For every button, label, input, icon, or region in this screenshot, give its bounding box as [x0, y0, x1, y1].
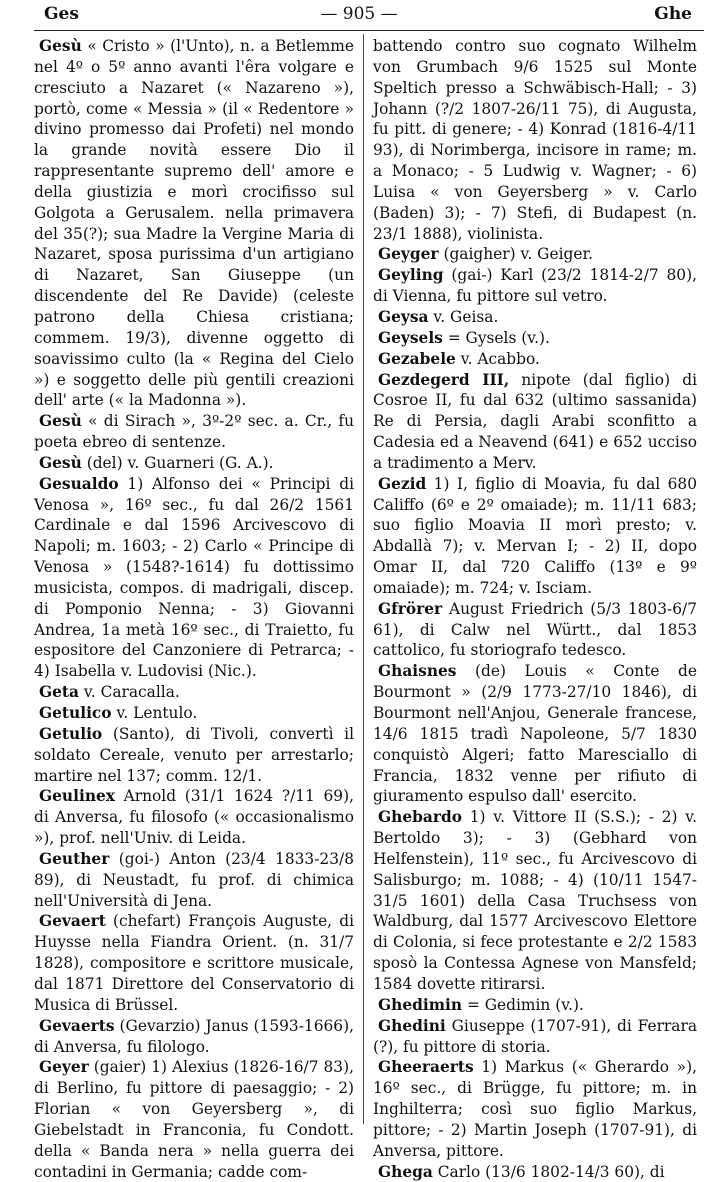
entry-text: v. Caracalla. — [79, 683, 180, 702]
entry-text: Carlo (13/6 1802-14/3 60), di — [432, 1162, 665, 1181]
dictionary-entry — [34, 703, 354, 724]
entry-headword: Ghaisnes — [378, 662, 457, 681]
entry-text: v. Acabbo. — [455, 349, 540, 368]
entry-headword: Geta — [39, 683, 80, 702]
dictionary-entry — [373, 1057, 697, 1161]
entry-headword: Ghedimin — [378, 995, 463, 1014]
dictionary-entry — [373, 307, 697, 328]
entry-text: (de) Louis « Conte de Bourmont » (2/9 1773-27/10 1846), di Bourmont nell'Anjou, Generale francese, 14/6 1815 tradì Napoleone, 5/7 1830 conquistò Algeri; fatto Maresciallo di Francia, 1832 venne per rifiuto di giuramento espulso dall' esercito. — [373, 662, 697, 806]
entry-text: (gaier) 1) Alexius (1826-16/7 83), di Berlino, fu pittore di paesaggio; - 2) Florian « von Geyersberg », di Giebelstadt in Franconia, fu Condott. della « Banda nera » nella guerra dei contadini in Germania; cadde com- — [34, 1058, 354, 1181]
page-number: — 905 — — [320, 4, 398, 24]
dictionary-entry — [34, 724, 354, 787]
entry-headword: Gesù — [39, 37, 82, 55]
entry-headword: Gevaerts — [39, 1016, 115, 1035]
dictionary-entry — [373, 995, 697, 1016]
left-column — [34, 36, 354, 1182]
dictionary-entry — [34, 36, 354, 411]
entry-text: (goi-) Anton (23/4 1833-23/8 89), di Neustadt, fu prof. di chimica nell'Università di Jena. — [34, 849, 354, 910]
entry-text: (gai-) Karl (23/2 1814-2/7 80), di Vienna, fu pittore sul vetro. — [373, 266, 697, 306]
entry-headword: Gheeraerts — [378, 1058, 474, 1077]
dictionary-entry — [373, 370, 697, 474]
entry-headword: Gezabele — [378, 349, 456, 368]
dictionary-entry — [34, 1057, 354, 1182]
entry-headword: Ghedini — [378, 1016, 446, 1035]
entry-headword: Geysa — [378, 307, 429, 326]
dictionary-entry — [373, 661, 697, 807]
entry-text: (chefart) François Auguste, di Huysse nella Fiandra Orient. (n. 31/7 1828), compositore e scrittore musicale, dal 1871 Direttore del Conservatorio di Musica di Brüssel. — [34, 912, 354, 1014]
entry-headword: Gezid — [378, 474, 427, 493]
entry-headword: Geyling — [378, 266, 444, 285]
entry-headword: Geulinex — [39, 787, 115, 806]
entry-text: 1) Alfonso dei « Principi di Venosa », 16º sec., fu dal 26/2 1561 Cardinale e dal 1596 Arcivescovo di Napoli; m. 1603; - 2) Carlo « Principe di Venosa » (1548?-1614) fu dottissimo musicista, compos. di madrigali, discep. di Pomponio Nenna; - 3) Giovanni Andrea, 1a metà 16º sec., di Traietto, fu espositore del Canzoniere di Petrarca; - 4) Isabella v. Ludovisi (Nic.). — [34, 474, 354, 681]
entry-text: August Friedrich (5/3 1803-6/7 61), di Calw nel Württ., dal 1853 cattolico, fu storiografo tedesco. — [373, 599, 697, 660]
entry-text: v. Geisa. — [428, 307, 499, 326]
entry-text: nipote (dal figlio) di Cosroe II, fu dal 632 (ultimo sassanida) Re di Persia, dagli Arabi sconfitto a Cadesia ed a Neavend (641) e 652 ucciso a tradimento a Merv. — [373, 370, 697, 472]
entry-text: (gaigher) v. Geiger. — [438, 245, 594, 264]
entry-headword: Gesualdo — [39, 474, 119, 493]
dictionary-entry — [373, 36, 697, 244]
dictionary-entry — [373, 328, 697, 349]
entry-headword: Geyger — [378, 245, 439, 264]
entry-text: 1) v. Vittore II (S.S.); - 2) v. Bertoldo 3); - 3) (Gebhard von Helfenstein), 11º sec., fu Arcivescovo di Salisburgo; m. 1088; - 4) (10/11 1547-31/5 1601) della Casa Truchsess von Waldburg, dal 1577 Arcivescovo Elettore di Colonia, si fece protestante e 2/2 1583 sposò la Contessa Agnese von Mansfeld; 1584 dovette ritirarsi. — [373, 808, 697, 993]
entry-headword: Ghebardo — [378, 808, 462, 827]
dictionary-entry — [34, 911, 354, 1015]
entry-text: v. Lentulo. — [111, 704, 198, 722]
dictionary-entry — [373, 349, 697, 370]
running-head-left: Ges — [44, 4, 79, 24]
dictionary-entry — [34, 1016, 354, 1058]
dictionary-entry — [373, 1016, 697, 1058]
dictionary-entry — [373, 599, 697, 662]
entry-text: 1) Markus (« Gherardo »), 16º sec., di Brügge, fu pittore; m. in Inghilterra; così suo figlio Markus, pittore; - 2) Martin Joseph (1707-91), di Anversa, pittore. — [373, 1058, 697, 1160]
dictionary-entry — [34, 411, 354, 453]
page-header — [0, 0, 718, 30]
dictionary-entry — [373, 265, 697, 307]
entry-headword: Geuther — [39, 849, 110, 868]
dictionary-entry — [34, 474, 354, 682]
entry-text: 1) I, figlio di Moavia, fu dal 680 Califfo (6º e 2º omaiade); m. 11/11 683; suo figlio Moavia II morì presto; v. Abdallà 7); v. Mervan I; - 2) II, dopo Omar II, dal 720 Califfo (13º e 9º omaiade); m. 724; v. Isciam. — [373, 474, 697, 597]
entry-headword: Getulio — [39, 724, 103, 743]
entry-text: Arnold (31/1 1624 ?/11 69), di Anversa, fu filosofo (« occasionalismo »), prof. nell'Univ. di Leida. — [34, 787, 354, 848]
column-divider — [363, 34, 364, 1124]
entry-text: Giuseppe (1707-91), di Ferrara (?), fu pittore di storia. — [373, 1016, 697, 1056]
entry-headword: Gezdegerd III, — [378, 370, 510, 389]
dictionary-entry — [373, 807, 697, 995]
entry-text: battendo contro suo cognato Wilhelm von Grumbach 9/6 1525 sul Monte Speltich presso a Schwäbisch-Hall; - 3) Johann (?/2 1807-26/11 75), di Augusta, fu pitt. di genere; - 4) Konrad (1816-4/11 93), di Norimberga, incisore in rame; m. a Monaco; - 5 Ludwig v. Wagner; - 6) Luisa « von Geyersberg » v. Carlo (Baden) 3); - 7) Stefi, di Budapest (n. 23/1 1888), violinista. — [373, 37, 697, 243]
dictionary-entry — [373, 1162, 697, 1182]
entry-headword: Ghega — [378, 1162, 433, 1181]
entry-headword: Getulico — [39, 704, 112, 722]
entry-headword: Gesù — [39, 412, 82, 431]
dictionary-entry — [34, 453, 354, 474]
entry-headword: Gevaert — [39, 912, 106, 931]
dictionary-entry — [373, 244, 697, 265]
entry-headword: Geysels — [378, 328, 443, 347]
entry-text: = Gedimin (v.). — [462, 995, 584, 1014]
entry-text: (Santo), di Tivoli, convertì il soldato Cereale, venuto per arrestarlo; martire nel 137; comm. 12/1. — [34, 724, 354, 785]
dictionary-entry — [373, 474, 697, 599]
dictionary-entry — [34, 682, 354, 703]
running-head-right: Ghe — [654, 4, 692, 24]
entry-text: (del) v. Guarneri (G. A.). — [81, 453, 274, 472]
entry-text: « Cristo » (l'Unto), n. a Betlemme nel 4º o 5º anno avanti l'êra volgare e cresciuto a Nazaret (« Nazareno »), portò, come « Messia » (il « Redentore » divino promesso dai Profeti) nel mondo la grande novità essere Dio il rappresentante supremo dell' amore e della giustizia e morì crocifisso sul Golgota a Gerusalem. nella primavera del 35(?); sua Madre la Vergine Maria di Nazaret, sposa purissima d'un artigiano di Nazaret, San Giuseppe (un discendente del Re Davide) (celeste patrono della Chiesa cristiana; commem. 19/3), divenne oggetto di soavissimo culto (la « Regina del Cielo ») e soggetto delle più gentili creazioni dell' arte (« la Madonna »). — [34, 37, 354, 410]
entry-text: = Gysels (v.). — [442, 328, 550, 347]
entry-headword: Gesù — [39, 453, 82, 472]
header-rule — [34, 30, 704, 31]
entry-headword: Geyer — [39, 1058, 89, 1077]
dictionary-entry — [34, 786, 354, 849]
dictionary-entry — [34, 849, 354, 912]
entry-headword: Gfrörer — [378, 599, 443, 618]
entry-text: « di Sirach », 3º-2º sec. a. Cr., fu poeta ebreo di sentenze. — [34, 412, 354, 452]
entry-text: (Gevarzio) Janus (1593-1666), di Anversa, fu filologo. — [34, 1016, 354, 1056]
right-column — [373, 36, 697, 1182]
